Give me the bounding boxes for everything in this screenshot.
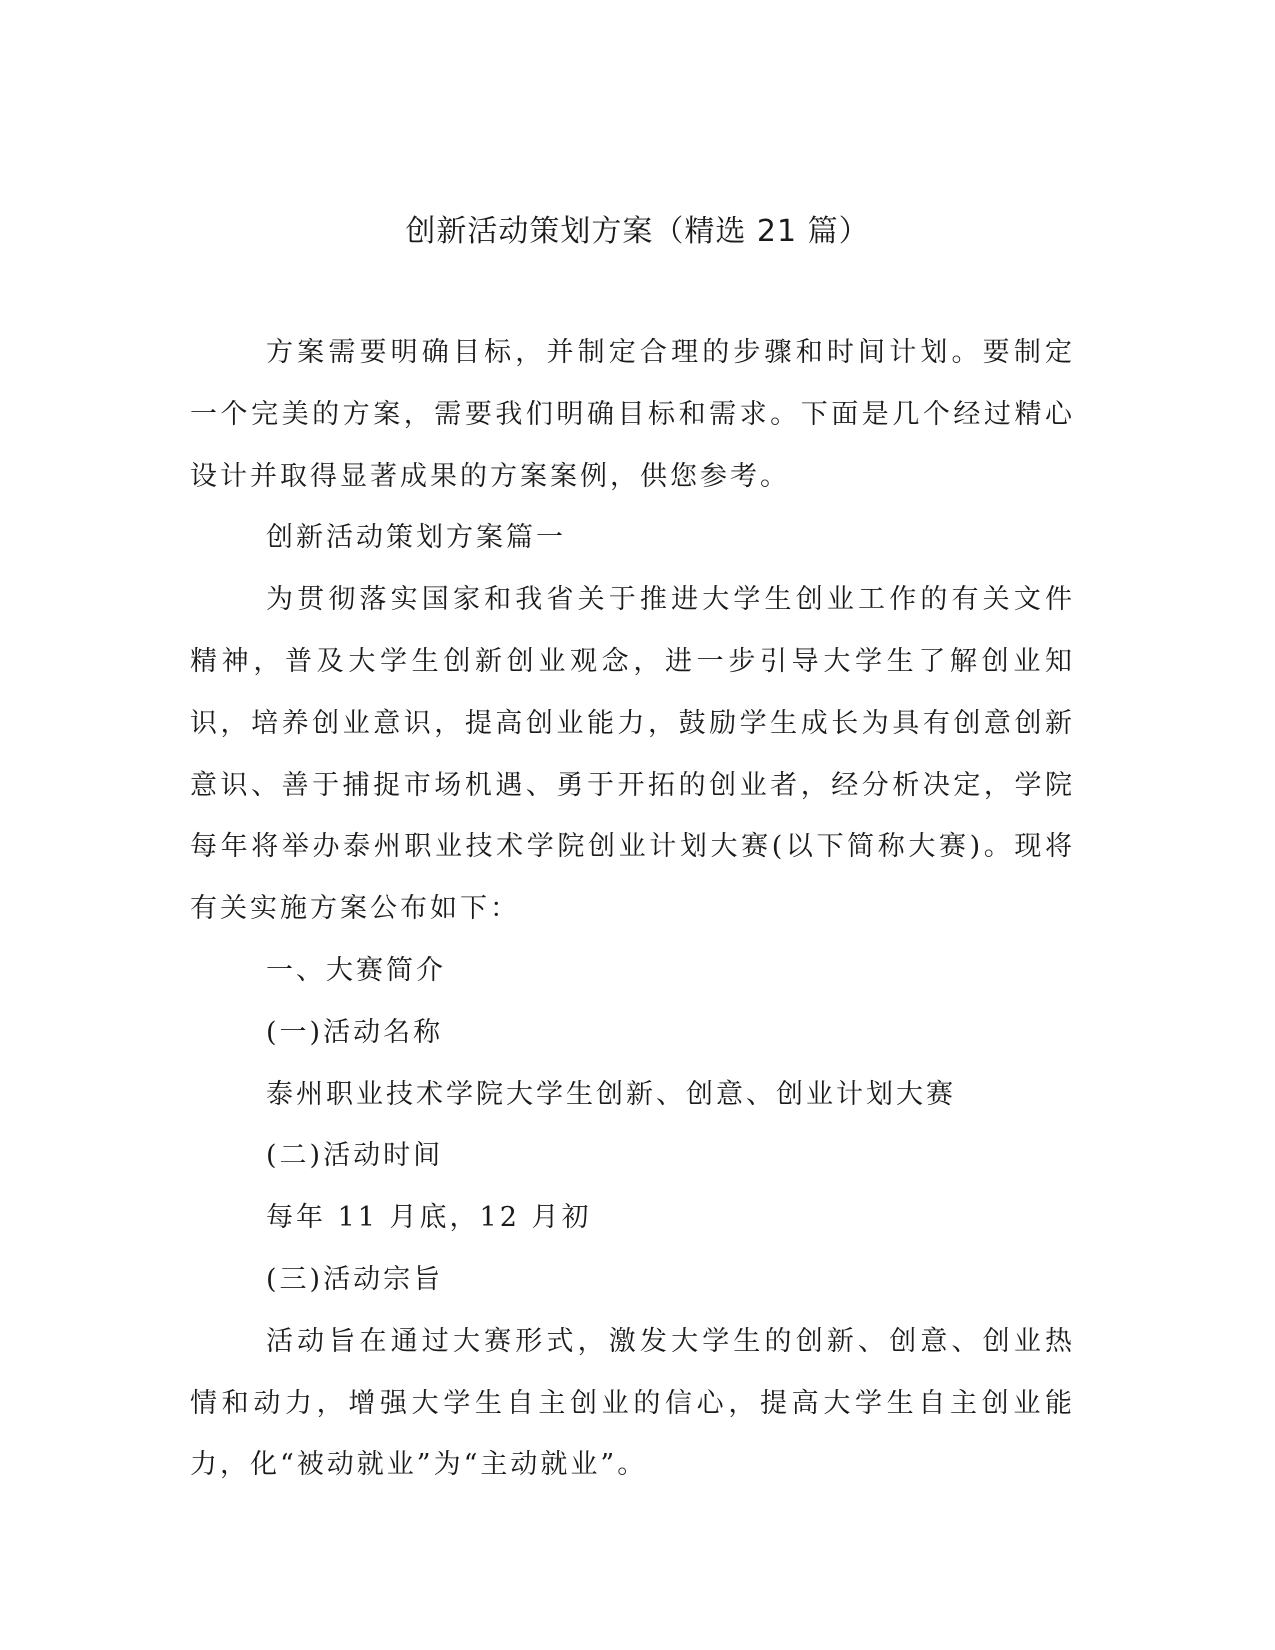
activity-name-text: 泰州职业技术学院大学生创新、创意、创业计划大赛	[266, 1078, 956, 1110]
intro-paragraph: 方案需要明确目标，并制定合理的步骤和时间计划。要制定一个完美的方案，需要我们明确目标和需求。下面是几个经过精心设计并取得显著成果的方案案例，供您参考。	[190, 337, 1075, 492]
section-heading-part-one: 创新活动策划方案篇一	[266, 522, 566, 554]
subheading-activity-name: (一)活动名称	[266, 1016, 444, 1048]
document-body	[190, 322, 1075, 1496]
background-paragraph: 为贯彻落实国家和我省关于推进大学生创业工作的有关文件精神，普及大学生创新创业观念，进一步引导大学生了解创业知识，培养创业意识，提高创业能力，鼓励学生成长为具有创意创新意识、善于捕捉市场机遇、勇于开拓的创业者，经分析决定，学院每年将举办泰州职业技术学院创业计划大赛(以下简称大赛)。现将有关实施方案公布如下：	[190, 584, 1075, 925]
document-title: 创新活动策划方案（精选 21 篇）	[405, 214, 870, 249]
activity-purpose-paragraph: 活动旨在通过大赛形式，激发大学生的创新、创意、创业热情和动力，增强大学生自主创业的信心，提高大学生自主创业能力，化“被动就业”为“主动就业”。	[190, 1325, 1075, 1481]
subheading-activity-purpose: (三)活动宗旨	[266, 1263, 444, 1295]
activity-time-text: 每年 11 月底，12 月初	[266, 1202, 592, 1234]
heading-contest-intro: 一、大赛简介	[266, 954, 446, 986]
subheading-activity-time: (二)活动时间	[266, 1140, 444, 1172]
